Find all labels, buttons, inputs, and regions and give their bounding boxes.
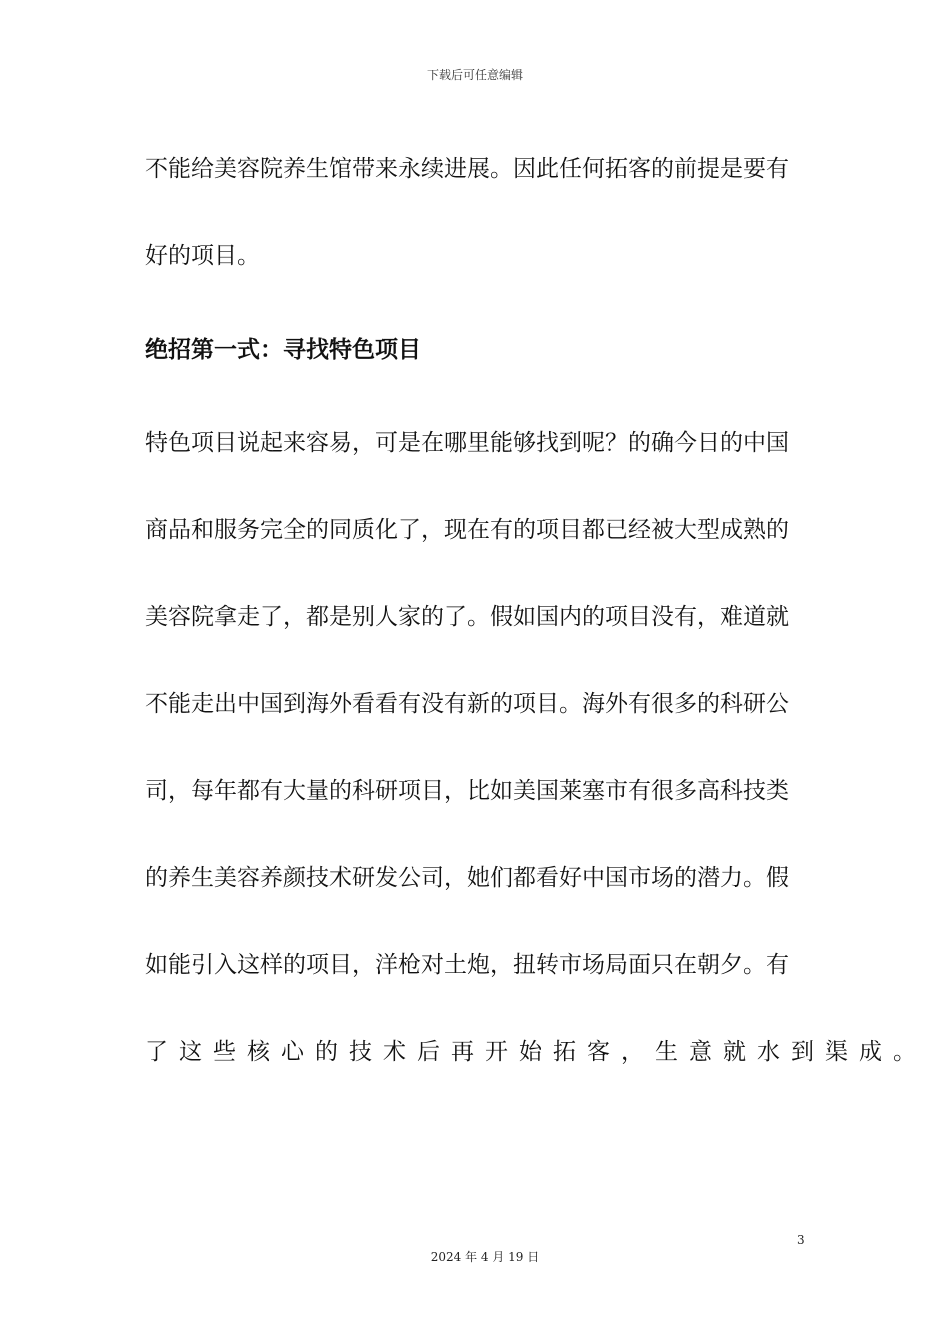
paragraph-line: 不能走出中国到海外看看有没有新的项目。海外有很多的科研公 <box>145 691 789 717</box>
document-body <box>145 126 927 1096</box>
paragraph-line: 不能给美容院养生馆带来永续进展。因此任何拓客的前提是要有 <box>145 156 789 182</box>
header-note: 下载后可任意编辑 <box>426 68 523 82</box>
page-number: 3 <box>797 1233 805 1247</box>
section-heading: 绝招第一式：寻找特色项目 <box>145 337 421 363</box>
paragraph-line: 如能引入这样的项目，洋枪对土炮，扭转市场局面只在朝夕。有 <box>145 952 789 978</box>
footer-date: 2024 年 4 月 19 日 <box>430 1250 540 1264</box>
paragraph-line: 特色项目说起来容易，可是在哪里能够找到呢？的确今日的中国 <box>145 430 789 456</box>
paragraph-line: 好的项目。 <box>145 243 260 269</box>
paragraph-line: 司，每年都有大量的科研项目，比如美国莱塞市有很多高科技类 <box>145 778 789 804</box>
paragraph-line: 美容院拿走了，都是别人家的了。假如国内的项目没有，难道就 <box>145 604 789 630</box>
paragraph-last-line: 了这些核心的技术后再开始拓客，生意就水到渠成。 <box>145 1039 927 1065</box>
paragraph-line: 的养生美容养颜技术研发公司，她们都看好中国市场的潜力。假 <box>145 865 789 891</box>
paragraph-line: 商品和服务完全的同质化了，现在有的项目都已经被大型成熟的 <box>145 517 789 543</box>
